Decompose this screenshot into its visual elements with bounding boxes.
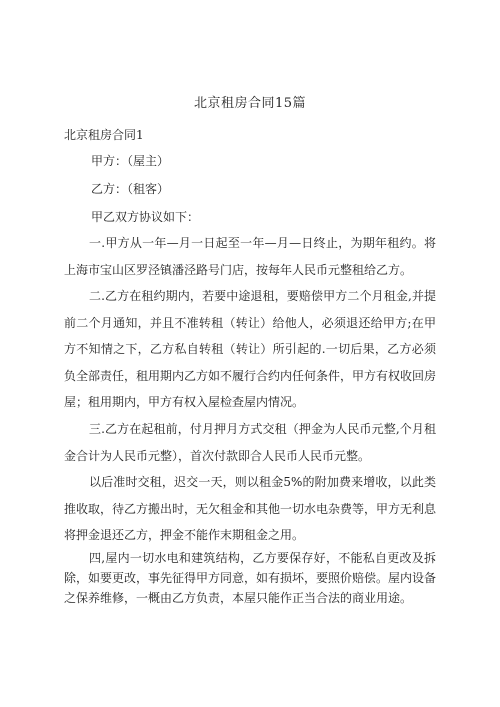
clause-3-continued: 以后准时交租，迟交一天，则以租金5%的附加费来增收，以此类推收取，待乙方搬出时，无欠租金和其他一切水电杂费等，甲方无利息将押金退还乙方，押金不能作末期租金之用。 [64,475,437,542]
clause-1: 一.甲方从一年—月一日起至一年—月—日终止，为期年租约。将上海市宝山区罗泾镇潘泾路号门店，按每年人民币元整租给乙方。 [64,236,436,277]
clause-3: 三.乙方在起租前，付月押月方式交租（押金为人民币元整,个月租金合计为人民币元整），首次付款即合人民币人民币元整。 [64,422,436,463]
party-a-line: 甲方：（屋主） [91,154,170,168]
document-title: 北京租房合同15篇 [193,96,307,111]
party-b-line: 乙方：（租客） [91,182,170,196]
clause-4: 四,屋内一切水电和建筑结构，乙方要保存好，不能私自更改及拆除，如要更改，事先征得甲方同意，如有损坏，要照价赔偿。屋内设备之保养维修，一概由乙方负责，本屋只能作正当合法的商业用途。 [64,551,437,605]
clause-2: 二.乙方在租约期内，若要中途退租，要赔偿甲方二个月租金,并提前二个月通知，并且不准转租（转让）给他人，必须退还给甲方;在甲方不知情之下，乙方私自转租（转让）所引起的.一切后果，乙方必须负全部责任，租用期内乙方如不履行合约内任何条件，甲方有权收回房屋；租用期内，甲方有权入屋检查屋内情况。 [64,289,437,409]
section-heading: 北京租房合同1 [64,128,144,142]
agreement-intro: 甲乙双方协议如下： [91,210,200,224]
